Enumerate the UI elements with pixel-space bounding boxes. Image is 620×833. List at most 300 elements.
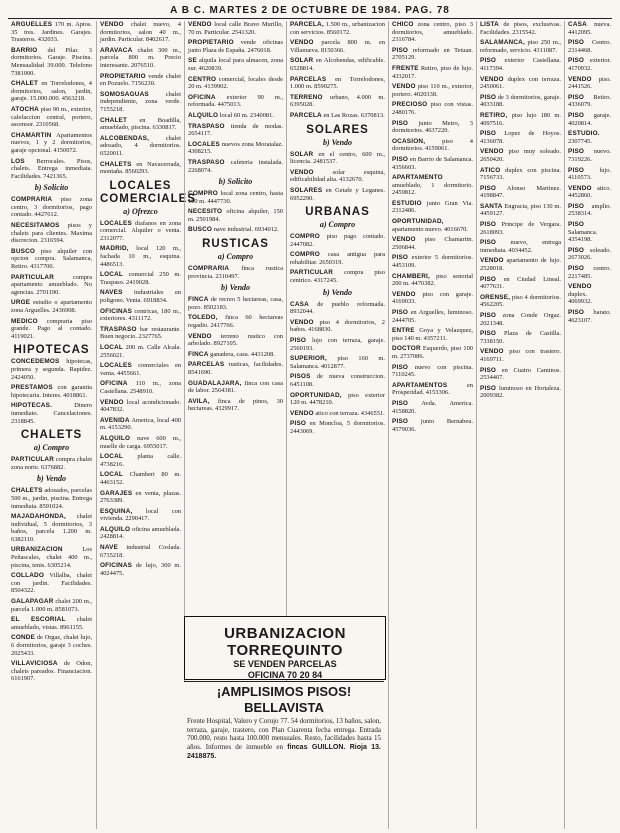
ad-lead-word: PISO <box>568 93 585 101</box>
ad-lead-word: SOLARES <box>290 186 323 194</box>
ad-body-text: en Alcobendas, edificable. 6528814. <box>290 57 385 72</box>
ad-lead-word: PISO <box>392 309 409 316</box>
classified-ad <box>188 123 283 138</box>
ad-lead-word: NAVE <box>100 544 119 552</box>
ad-body-text: chalet adosado, 4 dormitorios. 6520011. <box>100 134 181 157</box>
ad-body-text: junto Metro, 3 dormitorios. 4637220. <box>392 119 473 135</box>
ad-lead-word: OFICINA <box>100 380 128 388</box>
classified-ad <box>188 159 283 174</box>
ad-body-text: del Pilar. 3 dormitorios. Garaje. Piscina. Mensualidad 39.000. Telefono 7381000. <box>11 46 92 77</box>
ad-body-text: comercial, locales desde 20 m. 4139902. <box>188 75 283 91</box>
ad-lead-word: PISOS <box>290 373 311 381</box>
page-header: A B C. MARTES 2 DE OCTUBRE DE 1984. PAG. 78 <box>170 5 450 16</box>
ad-body-text: junto Bernabeu. 4579036. <box>392 418 473 433</box>
ad-lead-word: GUADALAJARA, <box>188 379 242 387</box>
section-heading: CHALETS <box>20 429 83 442</box>
urbanizacion-sale-line: SE VENDEN PARCELAS <box>233 659 337 669</box>
classified-ad <box>480 348 561 363</box>
ad-lead-word: PISO <box>568 265 585 273</box>
classified-ad <box>392 47 473 62</box>
subsection-heading: b) Vendo <box>220 283 251 293</box>
ad-lead-word: PISO <box>568 39 585 47</box>
classified-ad <box>480 57 561 72</box>
classified-ad <box>188 57 283 72</box>
ad-body-text: en Las Rozas. 6370813. <box>323 111 385 119</box>
ad-body-text: de 3 dormitorios, garaje. 4033188. <box>480 93 561 109</box>
classified-ad <box>568 39 611 54</box>
ad-body-text: chalet amueblado, vistas. 8961155. <box>11 616 92 631</box>
classified-ad <box>290 420 385 435</box>
ad-lead-word: ALQUILO <box>100 525 131 533</box>
classified-ad <box>568 221 611 244</box>
ad-lead-word: PISO <box>392 46 409 54</box>
classified-ad <box>100 362 181 377</box>
ad-body-text: amplio. 2538314. <box>568 202 611 218</box>
section-heading: RUSTICAS <box>202 238 269 251</box>
ad-lead-word: ESTUDIO. <box>568 130 600 138</box>
ad-lead-word: LOCALES <box>100 362 132 370</box>
classified-ad <box>392 101 473 116</box>
ad-lead-word: PARCELA, <box>290 21 324 28</box>
ad-body-text: centricas, 180 m., exteriores. 4311172. <box>100 307 181 323</box>
classified-ad <box>188 226 283 234</box>
ad-lead-word: CHAMBERI, <box>392 272 431 280</box>
classified-ad <box>290 301 385 316</box>
classified-ad <box>11 660 92 683</box>
classified-ad <box>11 456 92 471</box>
ad-lead-word: ATOCHA <box>11 105 39 113</box>
classified-ad <box>480 130 561 145</box>
ad-lead-word: CHALETS <box>100 160 132 168</box>
classified-ad <box>290 94 385 109</box>
ad-body-text: piso alquiler con opcion compra. Salamanca, Retiro. 4317700. <box>11 247 92 271</box>
classified-ad <box>11 634 92 657</box>
ad-lead-word: ALQUILO <box>100 434 131 442</box>
ad-body-text: Centro. 2314468. <box>568 39 611 54</box>
ad-lead-word: PISO <box>480 384 497 392</box>
ad-body-text: en Torrelodones, 1.000 m. 8590275. <box>290 75 385 91</box>
classified-ad <box>392 273 473 288</box>
classified-ad <box>100 47 181 70</box>
ad-body-text: urbano, 4.000 m. 6395028. <box>290 93 385 109</box>
ad-lead-word: FRENTE <box>392 64 419 72</box>
ad-body-text: Alonso Martinez. 4198847. <box>480 184 561 200</box>
classified-ad <box>480 39 561 54</box>
ad-lead-word: COMPRARIA <box>11 196 53 204</box>
ad-body-text: estudio o apartamento zona Arguelles. 2436908. <box>11 299 92 314</box>
ad-body-text: Salamanca. 4354198. <box>568 228 598 244</box>
ad-lead-word: VENDO <box>568 184 592 192</box>
ad-body-text: nave 600 m., muelle de carga. 6955017. <box>100 434 181 450</box>
classified-ad <box>100 91 181 114</box>
classified-ad <box>568 247 611 262</box>
ad-lead-word: PISO <box>392 363 409 371</box>
classified-ad <box>11 318 92 341</box>
classified-ad <box>392 364 473 379</box>
ad-lead-word: TRASPASO <box>100 325 137 333</box>
ad-body-text: duplex con terraza. 2450061. <box>480 75 561 91</box>
classified-ad <box>188 112 283 120</box>
subsection-heading: a) Compro <box>217 252 254 262</box>
ad-body-text: planta calle. 4738216. <box>100 453 181 468</box>
classified-ad <box>568 130 611 145</box>
classified-ad <box>290 373 385 388</box>
ad-body-text: local con vivienda. 2290417. <box>100 507 181 523</box>
ad-body-text: lujo con terraza, garaje. 2560193. <box>290 337 385 352</box>
ad-body-text: nuevo, entrega inmediata. 4034452. <box>480 239 561 254</box>
bellavista-contact: fincas GUILLON. Rioja 13. 2418875. <box>187 743 381 761</box>
ad-body-text: local acondicionado. 4047832. <box>100 398 181 414</box>
ad-lead-word: PARTICULAR <box>11 273 55 281</box>
ad-body-text: Lopez de Hoyos. 4136078. <box>480 130 561 145</box>
classified-ad <box>568 57 611 72</box>
classified-ad <box>480 21 561 36</box>
ad-lead-word: PISO <box>290 337 307 345</box>
ad-body-text: nuevos zona Moratalaz. 4308215. <box>188 140 283 156</box>
ad-body-text: en Ciudad Lineal. 4077631. <box>480 275 561 291</box>
ad-lead-word: OFICINAS <box>100 307 133 315</box>
classified-ad <box>100 271 181 286</box>
ad-body-text: piso Chamartin. 2506844. <box>392 236 473 251</box>
ad-body-text: centro. 2217485. <box>568 265 611 280</box>
ad-lead-word: ARGUELLES <box>11 21 53 28</box>
ad-lead-word: ALQUILO <box>188 111 219 119</box>
ad-lead-word: ESQUINA, <box>100 507 133 515</box>
ad-lead-word: PISO <box>480 366 497 374</box>
ad-body-text: chalet 200 m., parcela 1.000 m. 8581073. <box>11 598 92 613</box>
ad-lead-word: PARCELA <box>290 111 322 119</box>
ad-lead-word: APARTAMENTO <box>392 174 443 182</box>
ad-body-text: vende oficinas junto Plaza de España. 2476018. <box>188 39 283 54</box>
ad-body-text: piso senorial 200 m. 4470382. <box>392 272 473 288</box>
ad-body-text: 110 m., zona Castellana. 2548910. <box>100 380 181 395</box>
classified-ad <box>11 384 92 399</box>
classified-ad <box>392 309 473 324</box>
ad-body-text: de recreo 5 hectareas, casa, pozo. 8502183. <box>188 296 283 311</box>
ad-body-text: Berrocales. Pisos, chalets. Entrega inmediata. Facilidades. 7421365. <box>11 157 92 180</box>
column-2 <box>96 21 196 829</box>
classified-ad <box>568 94 611 109</box>
classified-ad <box>568 283 611 306</box>
ad-lead-word: SOMOSAGUAS <box>100 90 149 98</box>
classified-ad <box>100 453 181 468</box>
classified-ad <box>480 330 561 345</box>
ad-body-text: alquila local para almacen, zona sur. 4620839. <box>188 57 283 72</box>
classified-ad <box>392 345 473 360</box>
ad-body-text: 200 m. Calle Alcala. 2556021. <box>100 344 181 359</box>
classified-ad <box>100 344 181 359</box>
classified-ad <box>392 291 473 306</box>
ad-body-text: cafeteria instalada. 2268074. <box>188 158 283 174</box>
subsection-heading: b) Solicito <box>34 183 69 193</box>
ad-body-text: Goya y Velazquez, piso 140 m. 4357211. <box>392 327 473 342</box>
classified-ad <box>392 120 473 135</box>
classified-ad <box>290 337 385 352</box>
ad-lead-word: CHAMARTIN <box>11 131 52 139</box>
classified-ad <box>290 57 385 72</box>
classified-ad <box>11 402 92 425</box>
classified-ad <box>188 361 283 376</box>
ad-lead-word: LOCAL <box>100 471 124 479</box>
ad-body-text: amueblado, 1 dormitorio. 2459812. <box>392 181 473 197</box>
classified-ad <box>100 490 181 505</box>
ad-body-text: piso 110 m., exterior, portero. 4020338. <box>392 83 473 98</box>
ad-body-text: Plaza de Castilla. 7338150. <box>480 330 561 345</box>
ad-lead-word: ATICO <box>480 166 501 174</box>
classified-ad <box>290 21 385 36</box>
column-5 <box>388 21 475 829</box>
classified-ad <box>290 392 385 407</box>
classified-ad <box>568 148 611 163</box>
ad-body-text: adosados, parcelas 500 m., jardin, piscina. Entrega inmediata. 8591024. <box>11 487 92 510</box>
ad-body-text: piso 250 m., reformado, servicio. 4311087. <box>480 39 561 54</box>
ad-lead-word: RETIRO, <box>480 111 508 119</box>
ad-body-text: nuevo con piscina. 7110245. <box>392 363 473 379</box>
ad-body-text: finca de pinos, 30 hectareas. 4329917. <box>188 397 283 413</box>
ad-body-text: atico. 4452860. <box>568 184 611 200</box>
ad-lead-word: COMPRARIA <box>188 265 230 273</box>
classified-ad <box>11 358 92 381</box>
ad-body-text: en Torrelodones, 4 dormitorios, salon, jardin, garaje. 15.000.000. 4563218. <box>11 80 92 103</box>
ad-lead-word: VENDO <box>480 75 504 83</box>
classified-ad <box>568 309 611 324</box>
ad-lead-word: PISO <box>568 148 585 156</box>
ad-lead-word: APARTAMENTOS <box>392 381 448 389</box>
ad-body-text: nuevo. 7319226. <box>568 148 611 163</box>
ad-lead-word: PISO <box>568 221 585 229</box>
ad-lead-word: LOCAL <box>100 453 124 461</box>
ad-body-text: compra piso centrico. 4317245. <box>290 269 385 285</box>
ad-lead-word: VENDO <box>392 83 416 91</box>
ad-body-text: diafanos en zona comercial. Alquiler o venta. 2312077. <box>100 219 181 242</box>
ad-lead-word: MADRID, <box>100 245 129 253</box>
ad-body-text: pisos y chalets para clientes. Maxima discrecion. 2316594. <box>11 222 92 245</box>
ad-body-text: finca 60 hectareas regadio. 2417766. <box>188 314 283 330</box>
ad-body-text: duplex con piscina. 7156733. <box>480 166 561 182</box>
classified-ad <box>11 598 92 613</box>
classified-ad <box>480 221 561 236</box>
ad-body-text: America, local 400 m. 4153290. <box>100 416 181 432</box>
classified-ad <box>392 254 473 269</box>
classified-ad <box>188 265 283 280</box>
ad-lead-word: VENDO <box>568 75 592 83</box>
classified-ad <box>568 167 611 182</box>
classified-ad <box>290 269 385 284</box>
ad-lead-word: CHALET <box>11 80 39 88</box>
classified-ad <box>188 94 283 109</box>
ad-lead-word: ORENSE, <box>480 293 511 301</box>
ad-lead-word: SOLAR <box>290 150 314 158</box>
ad-body-text: duplex. 4069932. <box>568 290 592 306</box>
ad-lead-word: OCASION, <box>392 137 426 145</box>
classified-ad <box>11 572 92 595</box>
ad-body-text: chalet independiente, zona verde. 7155218. <box>100 90 181 113</box>
ad-body-text: piso con vistas. 2480176. <box>392 101 473 116</box>
classified-ad <box>480 239 561 254</box>
ad-body-text: de nueva construccion. 6451108. <box>290 373 385 388</box>
ad-lead-word: PISO <box>392 418 409 426</box>
classified-ad <box>100 308 181 323</box>
ad-body-text: en el centro, 600 m., licencia. 2481537. <box>290 150 385 166</box>
classified-ad <box>11 616 92 631</box>
ad-lead-word: PISO <box>480 221 497 229</box>
ad-body-text: de pisos, exclusivas. Facilidades. 2315542. <box>480 21 561 36</box>
ad-lead-word: BUSCO <box>188 226 213 234</box>
ad-lead-word: VENDO <box>480 148 504 156</box>
ad-lead-word: PISO <box>480 275 497 283</box>
classified-ad <box>11 222 92 245</box>
ad-lead-word: PISO <box>392 155 409 163</box>
ad-lead-word: SANTA <box>480 202 503 210</box>
ad-body-text: apartamento nuevo. 4016670. <box>392 225 468 233</box>
classified-ad <box>290 169 385 184</box>
classified-ad <box>11 196 92 219</box>
ad-lead-word: GALAPAGAR <box>11 598 54 606</box>
classified-ad <box>188 296 283 311</box>
ad-body-text: 2307745. <box>568 137 592 145</box>
ad-lead-word: NAVES <box>100 289 123 297</box>
ad-lead-word: GARAJES <box>100 489 133 497</box>
classified-ad <box>11 158 92 181</box>
classified-ad <box>188 39 283 54</box>
ad-lead-word: PROPIETARIO <box>188 39 234 47</box>
ad-body-text: local 120 m., fachada 10 m., esquina. 4486513. <box>100 245 181 268</box>
ad-body-text: de Odon, chalets pareados. Financiacion. 6161907. <box>11 660 92 683</box>
ad-lead-word: SUPERIOR, <box>290 355 327 363</box>
classified-ad <box>290 233 385 248</box>
classified-ad <box>11 513 92 543</box>
ad-lead-word: CENTRO <box>188 75 217 83</box>
classified-ad <box>100 21 181 44</box>
ad-lead-word: VENDO <box>290 39 314 47</box>
classified-ad <box>480 276 561 291</box>
classified-ad <box>480 167 561 182</box>
classified-ad <box>11 274 92 297</box>
classified-ad <box>568 203 611 218</box>
ad-body-text: junto Gran Via. 2312486. <box>392 199 473 215</box>
ad-lead-word: CHALETS <box>11 487 43 495</box>
ad-lead-word: VENDO <box>188 332 212 340</box>
urbanizacion-ad-box <box>184 616 386 680</box>
classified-ad <box>392 21 473 44</box>
ad-body-text: en Arguelles, luminoso. 2444705. <box>392 309 473 324</box>
ad-lead-word: SOLAR <box>290 57 314 65</box>
ad-body-text: comerciales en venta. 4455661. <box>100 362 181 377</box>
subsection-heading: b) Vendo <box>322 137 353 147</box>
ad-lead-word: LOCALES <box>188 140 220 148</box>
classified-ad <box>100 471 181 486</box>
classified-ad <box>100 380 181 395</box>
ad-body-text: local 60 m. 2340081. <box>219 111 274 119</box>
ad-body-text: local zona centro, hasta 100 m. 4447730. <box>188 190 283 205</box>
ad-body-text: barato. 4623107. <box>568 309 611 324</box>
ad-body-text: compra apartamento amueblado. No agencias. 2701190. <box>11 273 92 296</box>
ad-body-text: en Moncloa, 5 dormitorios. 2443069. <box>290 420 385 435</box>
ad-lead-word: MAJADAHONDA, <box>11 513 66 521</box>
classified-ad <box>100 508 181 523</box>
ad-body-text: en venta, plazas. 2763389. <box>100 489 181 505</box>
urbanizacion-title: URBANIZACION <box>224 625 346 642</box>
classified-ad <box>11 47 92 77</box>
ad-lead-word: PISO <box>480 93 497 101</box>
ad-body-text: Villalba, chalet con jardin. Facilidades. 8504322. <box>11 572 93 595</box>
ad-lead-word: PISO <box>480 312 497 319</box>
ad-body-text: apartamento de lujo. 2528018. <box>480 257 561 273</box>
ad-body-text: exterior. 4170932. <box>568 57 611 72</box>
classified-ad <box>480 257 561 272</box>
ad-body-text: comercial 250 m. Traspaso. 2419028. <box>100 271 181 286</box>
classified-ad <box>188 141 283 156</box>
ad-body-text: en Barrio de Salamanca. 4356603. <box>392 155 473 171</box>
classified-ad <box>11 21 92 44</box>
ad-lead-word: DOCTOR <box>392 345 421 353</box>
classified-ad <box>392 382 473 397</box>
ad-body-text: exterior 5 dormitorios. 4453109. <box>392 254 473 270</box>
column-7 <box>564 21 613 829</box>
ad-body-text: piso muy soleado. 2650420. <box>480 148 561 163</box>
classified-ad <box>100 417 181 432</box>
ad-body-text: local calle Bravo Murillo, 70 m. Particular. 2541320. <box>188 21 283 36</box>
ad-lead-word: SALAMANCA, <box>480 39 525 47</box>
ad-lead-word: CONCEDEMOS <box>11 358 60 366</box>
classified-ad <box>100 326 181 341</box>
classified-ad <box>568 185 611 200</box>
classified-ad <box>290 355 385 370</box>
ad-lead-word: COMPRO <box>290 251 320 259</box>
classified-ad <box>392 327 473 342</box>
classified-ad <box>100 562 181 577</box>
classified-ad <box>392 174 473 197</box>
ad-lead-word: VENDO <box>392 290 416 298</box>
ad-body-text: solar esquina, edificabilidad alta. 4132670. <box>290 168 385 184</box>
ad-body-text: en Getafe y Leganes. 6952290. <box>290 186 385 202</box>
ad-lead-word: URBANIZACION <box>11 546 63 554</box>
classified-ad <box>11 80 92 103</box>
classified-ad <box>290 76 385 91</box>
ad-lead-word: NECESITAMOS <box>11 222 60 230</box>
classified-ad <box>100 161 181 176</box>
classified-ad <box>11 299 92 314</box>
bellavista-title: ¡AMPLISIMOS PISOS! BELLAVISTA <box>216 684 352 715</box>
classified-ad <box>480 148 561 163</box>
classified-ad <box>100 245 181 268</box>
ad-body-text: Retiro, piso de lujo. 4332017. <box>392 64 473 80</box>
ad-body-text: compra chalet zona norte. 6376882. <box>11 456 92 471</box>
ad-lead-word: VENDO <box>290 318 314 326</box>
ad-body-text: de Orgaz, chalet lujo, 6 dormitorios, garaje 3 coches. 2025433. <box>11 634 92 657</box>
ad-lead-word: VENDO <box>480 257 504 265</box>
subsection-heading: a) Compro <box>33 443 70 453</box>
ad-body-text: parcela 800 m. en Villanueva. 8150366. <box>290 39 385 54</box>
ad-lead-word: NECESITO <box>188 208 223 216</box>
ad-lead-word: OFICINA <box>188 93 216 101</box>
ad-lead-word: VENDO <box>188 21 212 28</box>
classified-ad <box>290 39 385 54</box>
ad-lead-word: VENDO <box>290 168 314 176</box>
ad-lead-word: TERRENO <box>290 93 323 101</box>
ad-lead-word: PISO <box>480 57 497 65</box>
ad-body-text: lujo. 4110573. <box>568 166 611 182</box>
ad-lead-word: VENDO <box>480 348 504 356</box>
ad-body-text: Engracia, piso 130 m. 4459127. <box>480 202 561 218</box>
ad-lead-word: CASA <box>290 300 309 308</box>
ad-lead-word: LOCAL <box>100 271 124 279</box>
classified-ad <box>11 546 92 569</box>
ad-lead-word: PISO <box>392 254 409 262</box>
classified-ad <box>392 400 473 415</box>
ad-body-text: exterior Castellana. 4117394. <box>480 57 561 72</box>
ad-body-text: piso con trastero. 4169711. <box>480 348 561 363</box>
